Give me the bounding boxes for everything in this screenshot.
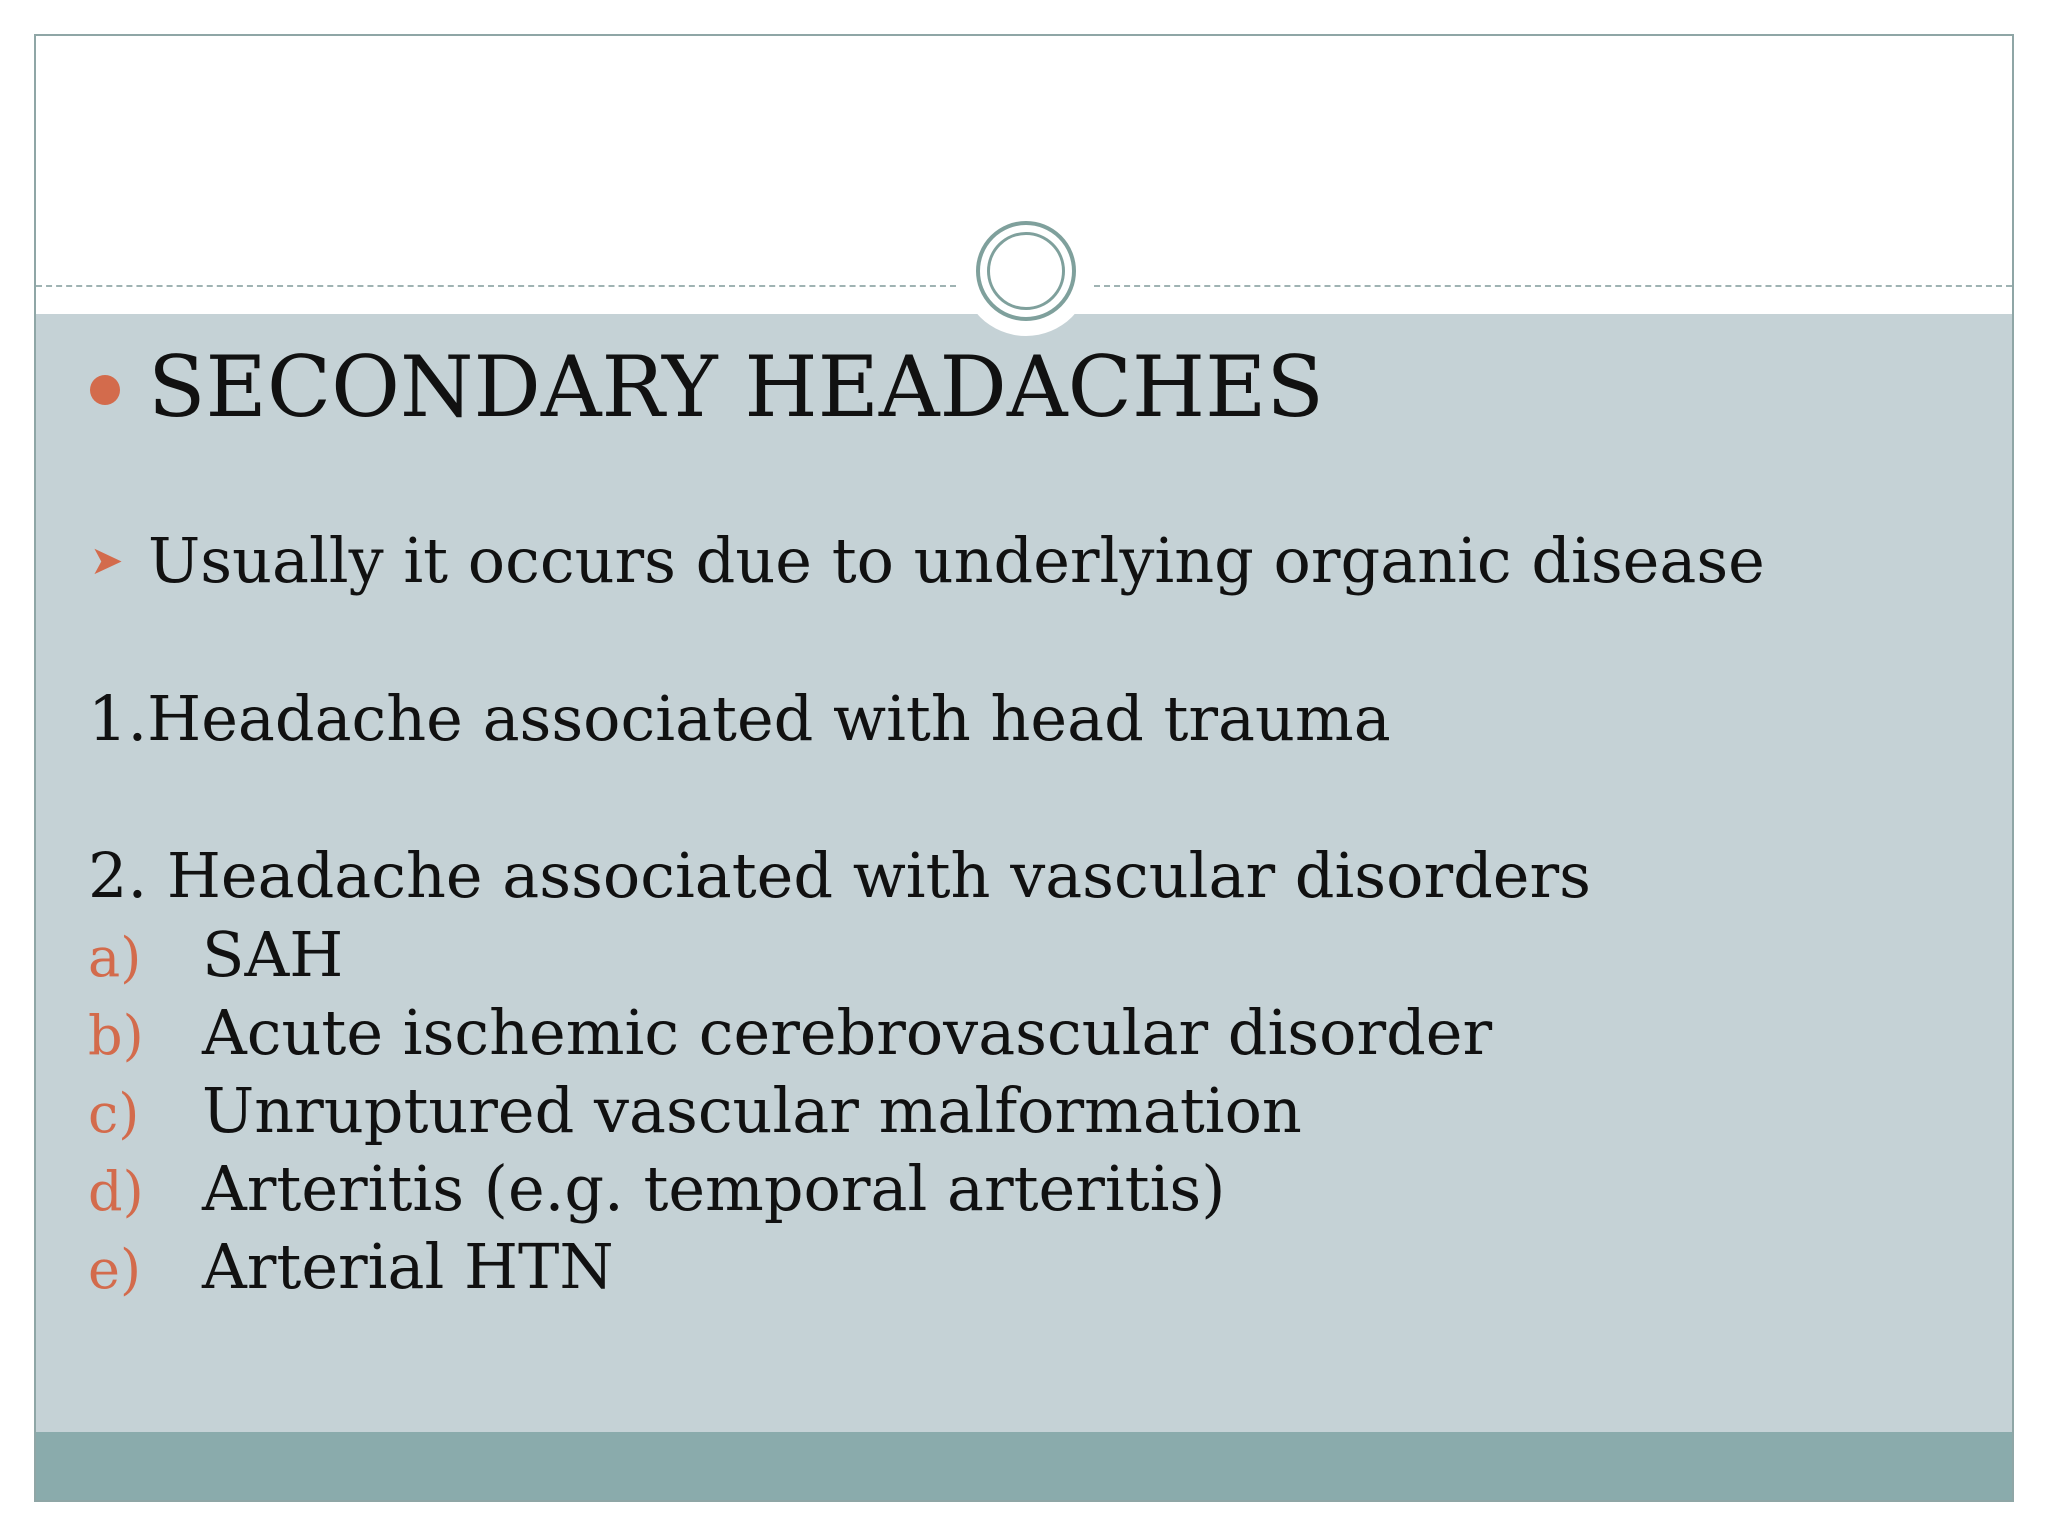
double-ring-circle-icon [961,206,1091,336]
list-item [88,918,344,991]
intro-text: Usually it occurs due to underlying organic disease [148,524,1765,597]
intro-bullet-row [90,524,1765,597]
arrowhead-bullet-icon: ➤ [90,538,124,584]
header-divider-left [36,285,956,287]
list-item [88,1074,1302,1147]
list-item-text: Acute ischemic cerebrovascular disorder [202,996,1493,1069]
list-item [88,1230,614,1303]
slide-footer-bar [36,1432,2012,1502]
slide-title: SECONDARY HEADACHES [148,338,1324,436]
numbered-item-2: 2. Headache associated with vascular disorders [88,839,1591,912]
list-marker: e) [88,1238,142,1301]
header-divider-right [1094,285,2012,287]
numbered-item-1: 1.Headache associated with head trauma [88,682,1391,755]
list-item [88,1152,1226,1225]
list-item [88,996,1493,1069]
list-item-text: Arteritis (e.g. temporal arteritis) [202,1152,1226,1225]
list-item-text: SAH [202,918,344,991]
list-item-text: Arterial HTN [202,1230,614,1303]
list-marker: b) [88,1004,144,1067]
list-marker: c) [88,1082,140,1145]
list-marker: a) [88,926,142,989]
inner-ring [987,232,1065,310]
outer-ring [976,221,1076,321]
filled-circle-bullet-icon [90,375,120,405]
slide-title-row [90,338,1324,436]
list-marker: d) [88,1160,144,1223]
list-item-text: Unruptured vascular malformation [202,1074,1302,1147]
